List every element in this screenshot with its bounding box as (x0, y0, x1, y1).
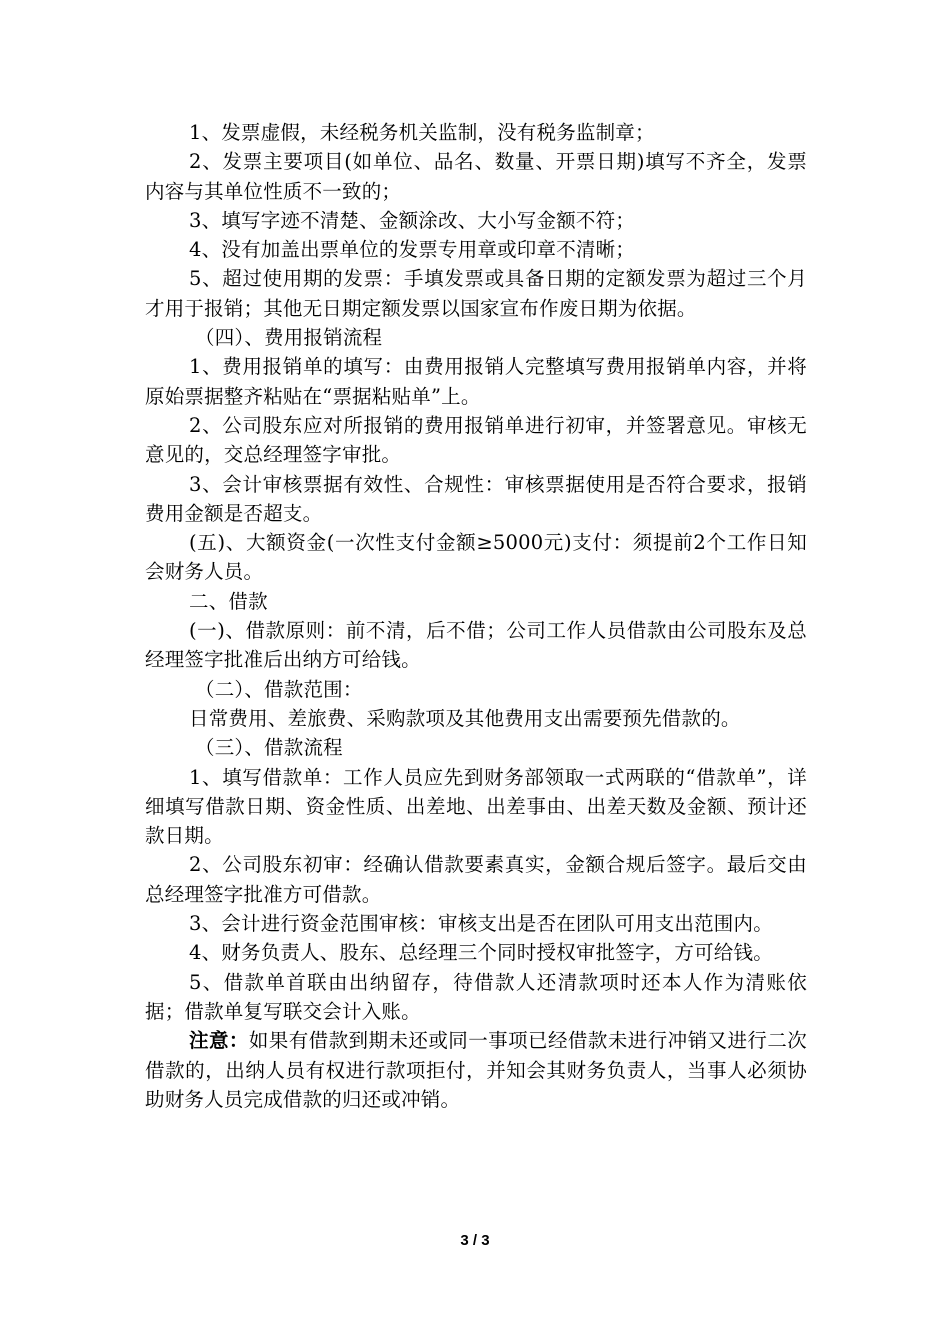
paragraph-loan-principle: (一)、借款原则：前不清，后不借；公司工作人员借款由公司股东及总经理签字批准后出纳方可给钱。 (145, 619, 807, 672)
paragraph-expense-step-2: 2、公司股东应对所报销的费用报销单进行初审，并签署意见。审核无意见的，交总经理签字审批。 (145, 413, 807, 467)
note-label: 注意： (189, 1029, 249, 1053)
paragraph-note (145, 1026, 807, 1114)
paragraph-expense-step-3: 3、会计审核票据有效性、合规性：审核票据使用是否符合要求，报销费用金额是否超支。 (145, 472, 807, 525)
note-text: 如果有借款到期未还或同一事项已经借款未进行冲销又进行二次借款的，出纳人员有权进行款项拒付，并知会其财务负责人，当事人必须协助财务人员完成借款的归还或冲销。 (145, 1029, 807, 1111)
paragraph-loan-scope: 日常费用、差旅费、采购款项及其他费用支出需要预先借款的。 (189, 706, 741, 730)
section-heading-loan: 二、借款 (189, 589, 268, 613)
section-heading-loan-process: （三）、借款流程 (195, 736, 343, 760)
paragraph-invalid-invoice-2: 2、发票主要项目(如单位、品名、数量、开票日期)填写不齐全，发票内容与其单位性质不一致的； (145, 150, 807, 203)
paragraph-invalid-invoice-5: 5、超过使用期的发票：手填发票或具备日期的定额发票为超过三个月才用于报销；其他无日期定额发票以国家宣布作废日期为依据。 (145, 267, 807, 320)
paragraph-invalid-invoice-4: 4、没有加盖出票单位的发票专用章或印章不清晰； (189, 238, 636, 262)
section-heading-loan-scope: （二）、借款范围： (195, 677, 363, 701)
paragraph-loan-step-1: 1、填写借款单：工作人员应先到财务部领取一式两联的“借款单”，详细填写借款日期、资金性质、出差地、出差事由、出差天数及金额、预计还款日期。 (145, 765, 807, 848)
paragraph-loan-step-2: 2、公司股东初审：经确认借款要素真实，金额合规后签字。最后交由总经理签字批准方可借款。 (145, 853, 807, 906)
page-number: 3 / 3 (460, 1232, 490, 1249)
paragraph-loan-step-4: 4、财务负责人、股东、总经理三个同时授权审批签字，方可给钱。 (189, 941, 773, 965)
paragraph-invalid-invoice-1: 1、发票虚假，未经税务机关监制，没有税务监制章； (189, 121, 655, 144)
paragraph-expense-step-1: 1、费用报销单的填写：由费用报销人完整填写费用报销单内容，并将原始票据整齐粘贴在“票据粘贴单”上。 (145, 355, 807, 408)
section-heading-expense-process: （四）、费用报销流程 (195, 326, 383, 350)
paragraph-loan-step-3: 3、会计进行资金范围审核：审核支出是否在团队可用支出范围内。 (189, 912, 773, 936)
paragraph-large-payment: (五)、大额资金(一次性支付金额≥5000元)支付：须提前2个工作日知会财务人员。 (145, 531, 807, 584)
paragraph-loan-step-5: 5、借款单首联由出纳留存，待借款人还清款项时还本人作为清账依据；借款单复写联交会计入账。 (145, 970, 807, 1023)
paragraph-invalid-invoice-3: 3、填写字迹不清楚、金额涂改、大小写金额不符； (189, 208, 636, 232)
document-body (145, 118, 807, 1114)
